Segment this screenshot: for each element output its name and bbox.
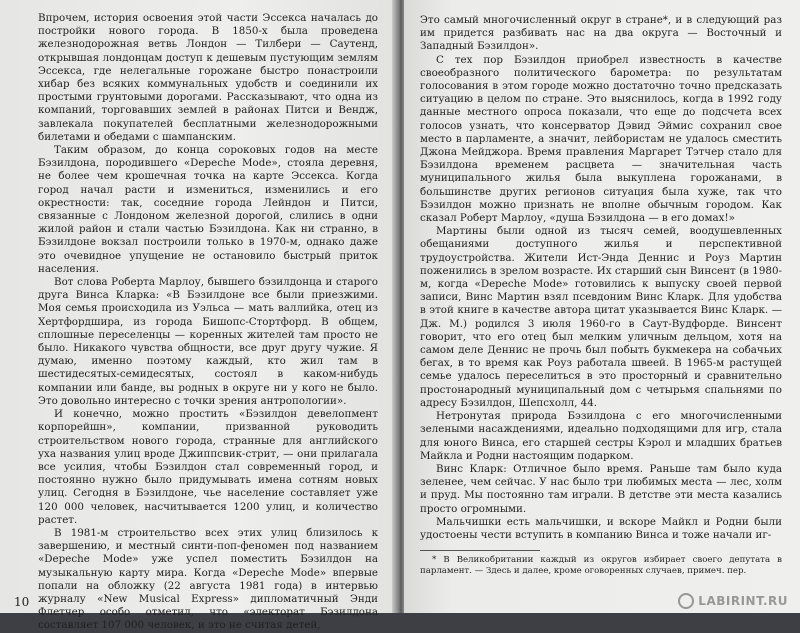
right-paragraph-6: Мальчишки есть мальчишки, и вскоре Майкл и Родни были удостоены чести вступить в компанию Винса и тоже начали иг- xyxy=(420,515,782,541)
left-paragraph-5: В 1981-м строительство всех этих улиц близилось к завершению, и местный синти-поп-феномен под названием «Depeche Mode» уже успел поместить Бэзилдон на музыкальную карту мира. Когда «Depeche Mode» впервые попали на обложку (22 августа 1981 года) в интервью журналу «New Musical Express» дипломатичный Энди Флетчер особо отметил, что «электорат Бэзилдона составляет 107 000 человек, и это не считая детей, xyxy=(38,526,378,632)
right-paragraph-1: Это самый многочисленный округ в стране*, и в следующий раз им придется разбивать нас на два округа — Восточный и Западный Бэзилдон». xyxy=(420,14,782,53)
right-paragraph-3: Мартины были одной из тысяч семей, воодушевленных обещаниями доступного жилья и перспективной трудоустройства. Жители Ист-Энда Деннис и Роуз Мартин поженились в зрелом возрасте. Их старший сын Винсент (в 1980-м, когда «Depeche Mode» готовились к выпуску своей первой записи, Винс Мартин взял псевдоним Винс Кларк. Для удобства в этой книге в качестве автора цитат указывается Винс Кларк. — Дж. М.) родился 3 июля 1960-го в Саут-Вудфорде. Винсент говорит, что его отец был мелким уличным дельцом, хотя на самом деле Деннис не прочь был побыть букмекера на собачьих бегах, в то время как Роуз работала швеей. В 1965-м растущей семье удалось переселиться в это просторный и сравнительно простонародный муниципальный дом с четырьмя спальнями по адресу Бэзилдон, Шепсхолл, 44. xyxy=(420,225,782,409)
right-paragraph-4: Нетронутая природа Бэзилдона с его многочисленными зелеными насаждениями, идеально подходящими для игр, стала для юного Винса, его старшей сестры Кэрол и младших братьев Майкла и Родни настоящим подарком. xyxy=(420,410,782,462)
left-paragraph-2: Таким образом, до конца сороковых годов на месте Бэзилдона, породившего «Depeche Mode», стояла деревня, не более чем крошечная точка на карте Эссекса. Когда город начал расти и измениться, изменились и его окрестности: так, соседние города Лейндон и Питси, связанные с Лондоном железной дорогой, слились в одни жилой район и стали частью Бэзилдона. Как ни странно, в Бэзилдоне вокзал построили только в 1970-м, однако даже это очевидное упущение не остановило быстрый приток населения. xyxy=(38,144,378,275)
right-paragraph-2: С тех пор Бэзилдон приобрел известность в качестве своеобразного политического барометра: по результатам голосования в этом городе можно достаточно точно предсказать ситуацию в целом по стране. Это выяснилось, когда в 1992 году данные местного опроса показали, что еще до подсчета всех голосов узнать, что консерватор Дэвид Эймис сохранил свое место в парламенте, а значит, лейбористам не удалось сместить Джона Мейджора. Время правления Маргарет Тэтчер стало для Бэзилдона временем расцвета — значительная часть муниципального жилья была выкуплена горожанами, в большинстве других регионов ситуация была хуже, так что Бэзилдон можно признать не вполне обычным городом. Как сказал Роберт Марлоу, «душа Бэзилдона — в его домах!» xyxy=(420,53,782,225)
page-number: 10 xyxy=(14,595,30,609)
left-paragraph-1: Впрочем, история освоения этой части Эссекса началась до постройки нового города. В 1850-х была проведена железнодорожная ветвь Лондон — Тилбери — Саутенд, открывшая лондонцам доступ к дешевым пустующим землям Эссекса, где нелегальные горожане быстро понастроили хибар без всяких коммунальных удобств и соединили их простыми грунтовыми дорогами. Рассказывают, что одна из компаний, торговавших землей в районах Питси и Вендж, завлекала покупателей бесплатными железнодорожными билетами и обедами с шампанским. xyxy=(38,12,378,143)
left-paragraph-4: И конечно, можно простить «Бэзилдон девелопмент корпорейшн», компании, призванной руководить строительством нового города, странные для английского уха названия улиц вроде Джиппсвик-стрит, — они прилагала все усилия, чтобы Бэзилдон стал современный город, и постоянно нужно было придумывать имена сотням новых улиц. Сегодня в Бэзилдоне, чье население составляет уже 120 000 человек, насчитывается 1200 улиц, и количество растет. xyxy=(38,408,378,526)
watermark xyxy=(678,593,788,609)
watermark-logo-icon xyxy=(678,593,694,609)
watermark-text: LABIRINT.RU xyxy=(698,594,788,608)
left-page xyxy=(0,0,396,632)
footnote-divider xyxy=(420,550,540,551)
footnote: * В Великобритании каждый из округов избирает своего депутата в парламент. — Здесь и далее, кроме оговоренных случаев, примеч. пер. xyxy=(420,555,782,577)
right-page xyxy=(404,0,800,613)
left-paragraph-3: Вот слова Роберта Марлоу, бывшего бэзилдонца и старого друга Винса Кларка: «В Бэзилдоне все были приезжими. Моя семья происходила из Уэльса — мать валлийка, отец из Хертфордшира, из города Бишопс-Стортфорд. В общем, сплошные переселенцы — коренных жителей там просто не было. Никакого чувства общности, все друг другу чужие. Я думаю, именно поэтому каждый, кто жил там в шестидесятых-семидесятых, состоял в каком-нибудь компании или банде, вы родных в округе ни у кого не было. Это довольно интересно с точки зрения антропологии». xyxy=(38,276,378,407)
right-paragraph-quote: Винс Кларк: Отличное было время. Раньше там было куда зеленее, чем сейчас. У нас было три любимых места — лес, холм и пруд. Мы постоянно там играли. В детстве эти места казались просто огромными. xyxy=(420,462,782,515)
